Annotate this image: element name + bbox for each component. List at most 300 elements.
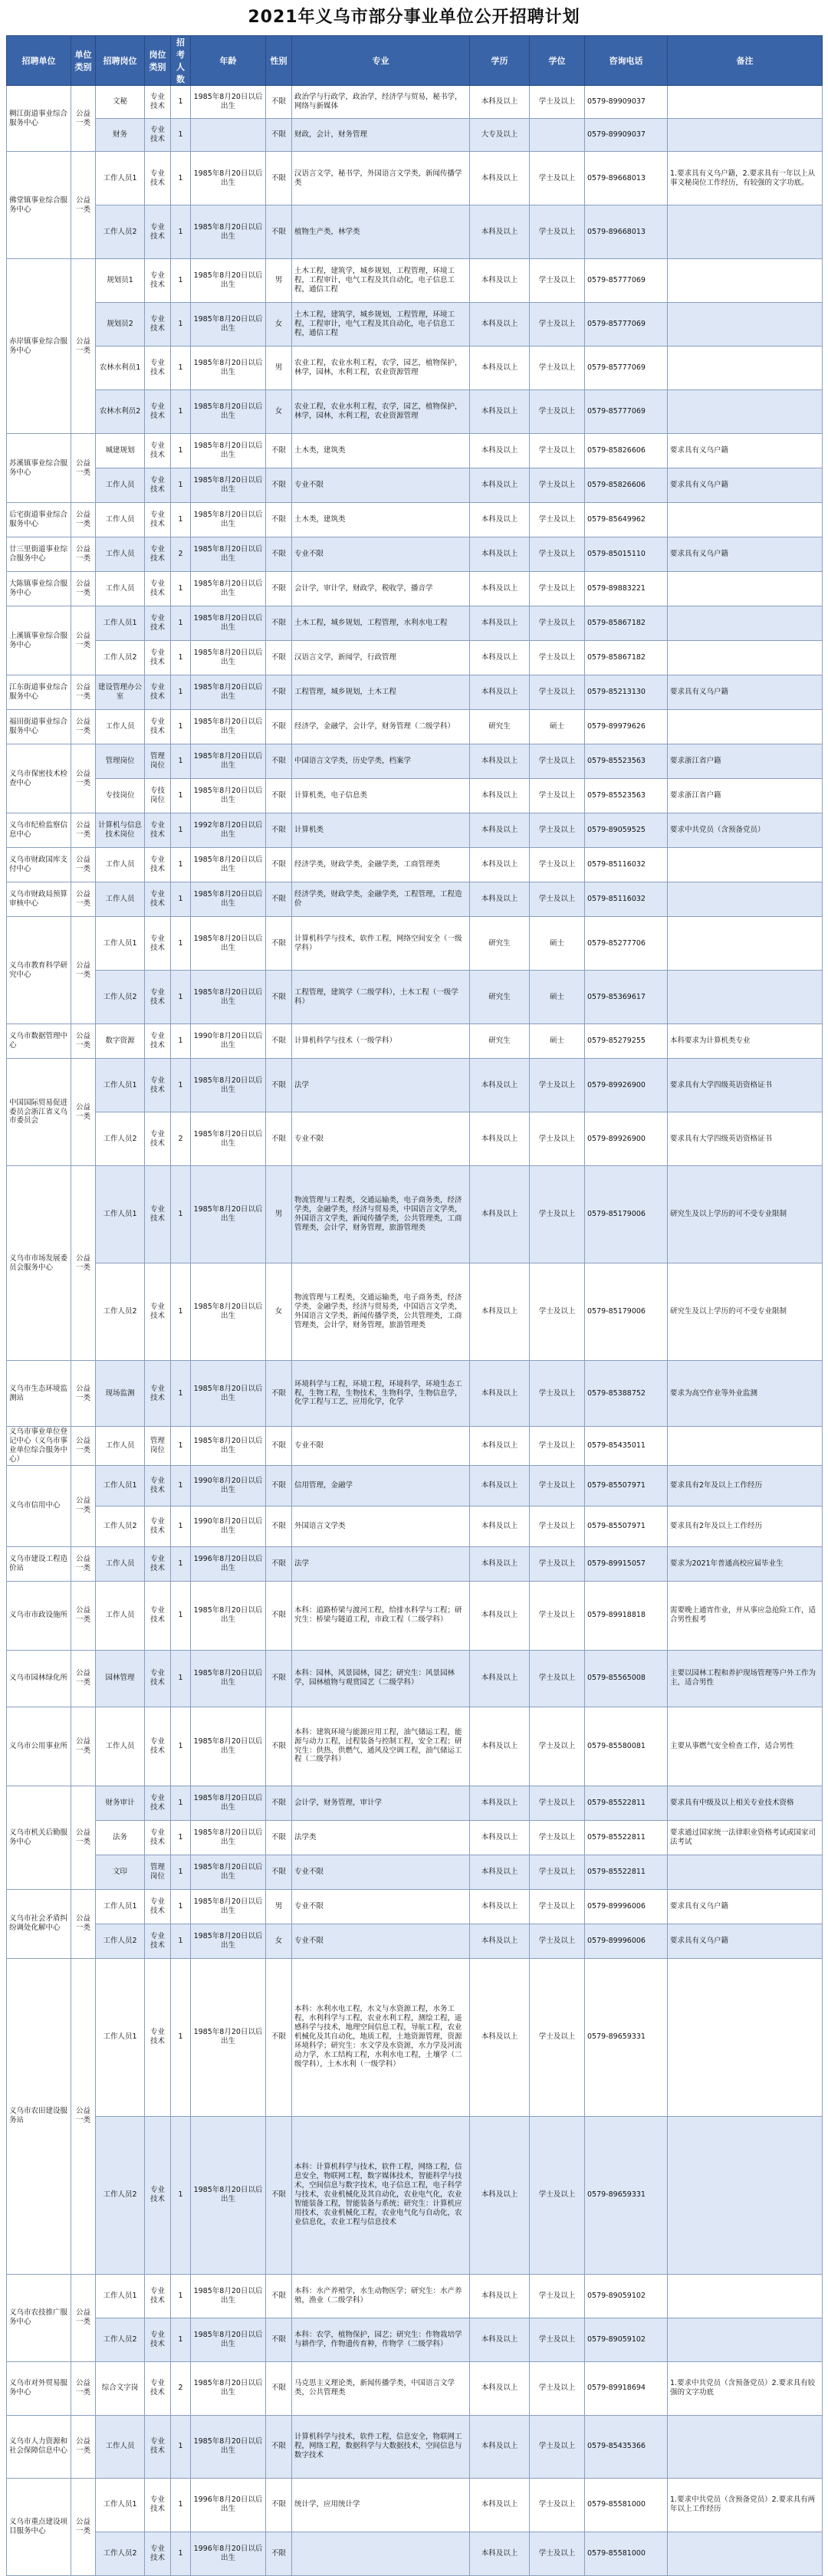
sex-cell: 不限 (266, 1024, 292, 1059)
pos-cell: 工作人员1 (96, 1889, 145, 1924)
phone-cell: 0579-85777069 (585, 259, 668, 303)
pos-cell: 工作人员1 (96, 2478, 145, 2532)
num-cell: 1 (171, 1506, 191, 1546)
category-cell: 公益一类 (71, 1581, 96, 1650)
num-cell: 1 (171, 347, 191, 390)
phone-cell: 0579-89059102 (585, 2318, 668, 2361)
phone-cell: 0579-85015110 (585, 537, 668, 572)
edu-cell: 本科及以上 (470, 2478, 530, 2532)
sex-cell: 不限 (266, 434, 292, 468)
category-cell: 公益一类 (71, 675, 96, 710)
phone-cell: 0579-85116032 (585, 848, 668, 882)
age-cell: 1985年8月20日以后出生 (191, 537, 266, 572)
remark-cell: 要求具有义乌户籍 (668, 537, 823, 572)
pos-cell: 工作人员2 (96, 1506, 145, 1546)
ptype-cell: 专业技术 (145, 2415, 171, 2478)
unit-cell: 福田街道事业综合服务中心 (7, 710, 71, 744)
deg-cell: 学士及以上 (530, 2274, 585, 2318)
ptype-cell: 专业技术 (145, 1889, 171, 1924)
age-cell: 1985年8月20日以后出生 (191, 1650, 266, 1707)
remark-cell (668, 1427, 823, 1466)
ptype-cell: 专业技术 (145, 347, 171, 390)
num-cell: 1 (171, 1786, 191, 1820)
table-row (7, 205, 823, 259)
remark-cell (668, 2116, 823, 2274)
pos-cell: 城建规划 (96, 434, 145, 468)
major-cell: 计算机科学与技术，软件工程，信息安全，物联网工程，网络工程，数据科学与大数据技术，空间信息与数字技术 (292, 2415, 470, 2478)
age-cell: 1985年8月20日以后出生 (191, 1924, 266, 1958)
edu-cell: 本科及以上 (470, 641, 530, 675)
ptype-cell: 专业技术 (145, 390, 171, 434)
ptype-cell: 专业技术 (145, 303, 171, 347)
phone-cell: 0579-89996006 (585, 1924, 668, 1958)
table-row (7, 971, 823, 1024)
header-cell: 备注 (668, 36, 823, 86)
deg-cell: 学士及以上 (530, 303, 585, 347)
phone-cell: 0579-89915057 (585, 1546, 668, 1581)
sex-cell: 不限 (266, 779, 292, 813)
deg-cell: 学士及以上 (530, 152, 585, 205)
remark-cell (668, 119, 823, 152)
deg-cell: 学士及以上 (530, 572, 585, 606)
deg-cell: 硕士 (530, 917, 585, 971)
sex-cell: 不限 (266, 813, 292, 848)
major-cell: 专业不限 (292, 1112, 470, 1166)
remark-cell: 要求具有大学四级英语资格证书 (668, 1112, 823, 1166)
edu-cell: 本科及以上 (470, 1650, 530, 1707)
num-cell: 1 (171, 917, 191, 971)
table-row (7, 2318, 823, 2361)
header-cell: 性别 (266, 36, 292, 86)
edu-cell: 本科及以上 (470, 606, 530, 641)
edu-cell: 本科及以上 (470, 1958, 530, 2116)
ptype-cell: 专业技术 (145, 1059, 171, 1112)
unit-cell: 义乌市农技推广服务中心 (7, 2274, 71, 2361)
remark-cell: 要求浙江省户籍 (668, 744, 823, 779)
pos-cell: 法务 (96, 1820, 145, 1855)
major-cell: 专业不限 (292, 1427, 470, 1466)
ptype-cell: 专业技术 (145, 2532, 171, 2575)
major-cell: 本科：水利水电工程，水文与水资源工程，水务工程，水利科学与工程，农业水利工程，测绘工程，遥感科学与技术，地理空间信息工程，导航工程，农业机械化及其自动化，地质工程，土地资源管理，资源环境科学；研究生：水文学及水资源，水力学及河流动力学，水工结构工程，水利水电工程，土壤学（二级学科），土木水利（一级学科） (292, 1958, 470, 2116)
category-cell: 公益一类 (71, 710, 96, 744)
deg-cell: 学士及以上 (530, 1786, 585, 1820)
edu-cell: 本科及以上 (470, 503, 530, 537)
num-cell: 1 (171, 2478, 191, 2532)
unit-cell: 大陈镇事业综合服务中心 (7, 572, 71, 606)
header-cell: 岗位类别 (145, 36, 171, 86)
header-cell: 招考人数 (171, 36, 191, 86)
edu-cell: 本科及以上 (470, 1059, 530, 1112)
num-cell: 1 (171, 1924, 191, 1958)
category-cell: 公益一类 (71, 1024, 96, 1059)
major-cell: 本科：水产养殖学，水生动物医学；研究生：水产养殖，渔业（二级学科） (292, 2274, 470, 2318)
age-cell: 1996年8月20日以后出生 (191, 1546, 266, 1581)
pos-cell: 财务 (96, 119, 145, 152)
major-cell: 会计学，审计学，财政学，税收学，播音学 (292, 572, 470, 606)
pos-cell: 数字资源 (96, 1024, 145, 1059)
ptype-cell: 专业技术 (145, 503, 171, 537)
header-cell: 学历 (470, 36, 530, 86)
table-row (7, 2478, 823, 2532)
major-cell: 汉语言文学，秘书学，外国语言文学类，新闻传播学类 (292, 152, 470, 205)
edu-cell: 本科及以上 (470, 1855, 530, 1889)
deg-cell: 学士及以上 (530, 1820, 585, 1855)
pos-cell: 工作人员 (96, 710, 145, 744)
ptype-cell: 专业技术 (145, 1465, 171, 1506)
unit-cell: 后宅街道事业综合服务中心 (7, 503, 71, 537)
unit-cell: 义乌市事业单位登记中心（义乌市事业单位综合服务中心） (7, 1427, 71, 1466)
sex-cell: 男 (266, 259, 292, 303)
table-row (7, 1059, 823, 1112)
header-cell: 专业 (292, 36, 470, 86)
sex-cell: 不限 (266, 468, 292, 503)
deg-cell: 学士及以上 (530, 503, 585, 537)
category-cell: 公益一类 (71, 744, 96, 813)
num-cell: 1 (171, 468, 191, 503)
pos-cell: 工作人员1 (96, 917, 145, 971)
major-cell: 信用管理，金融学 (292, 1465, 470, 1506)
deg-cell: 学士及以上 (530, 1166, 585, 1263)
age-cell: 1990年8月20日以后出生 (191, 1506, 266, 1546)
age-cell: 1985年8月20日以后出生 (191, 971, 266, 1024)
sex-cell: 不限 (266, 1650, 292, 1707)
major-cell: 环境科学与工程，环境工程，环境科学，环境生态工程，生物工程，生物技术，生物科学，生物信息学，化学工程与工艺，应用化学，化学 (292, 1361, 470, 1427)
num-cell: 1 (171, 1889, 191, 1924)
table-row (7, 1166, 823, 1263)
num-cell: 1 (171, 971, 191, 1024)
pos-cell: 工作人员1 (96, 1465, 145, 1506)
table-row (7, 86, 823, 119)
deg-cell: 学士及以上 (530, 468, 585, 503)
deg-cell: 学士及以上 (530, 1506, 585, 1546)
remark-cell: 要求浙江省户籍 (668, 779, 823, 813)
major-cell: 会计学，财务管理，审计学 (292, 1786, 470, 1820)
table-row (7, 1650, 823, 1707)
table-row (7, 259, 823, 303)
sex-cell: 不限 (266, 1707, 292, 1786)
sex-cell: 不限 (266, 744, 292, 779)
sex-cell: 不限 (266, 152, 292, 205)
unit-cell: 稠江街道事业综合服务中心 (7, 86, 71, 152)
pos-cell: 园林管理 (96, 1650, 145, 1707)
phone-cell: 0579-85777069 (585, 303, 668, 347)
table-body (7, 86, 823, 2576)
sex-cell: 不限 (266, 2116, 292, 2274)
sex-cell: 不限 (266, 1059, 292, 1112)
sex-cell: 不限 (266, 2361, 292, 2415)
phone-cell: 0579-85649962 (585, 503, 668, 537)
table-row (7, 2274, 823, 2318)
sex-cell: 不限 (266, 1958, 292, 2116)
pos-cell: 工作人员2 (96, 2116, 145, 2274)
deg-cell: 学士及以上 (530, 2415, 585, 2478)
phone-cell: 0579-85179006 (585, 1166, 668, 1263)
table-row (7, 882, 823, 917)
header-cell: 招聘岗位 (96, 36, 145, 86)
remark-cell: 研究生及以上学历的可不受专业限制 (668, 1263, 823, 1361)
ptype-cell: 专业技术 (145, 1546, 171, 1581)
remark-cell (668, 303, 823, 347)
ptype-cell: 专业技术 (145, 468, 171, 503)
category-cell: 公益一类 (71, 2361, 96, 2415)
edu-cell: 本科及以上 (470, 537, 530, 572)
remark-cell (668, 917, 823, 971)
pos-cell: 管理岗位 (96, 744, 145, 779)
edu-cell: 本科及以上 (470, 152, 530, 205)
deg-cell: 硕士 (530, 971, 585, 1024)
major-cell: 本科：园林，风景园林，园艺；研究生：风景园林学，园林植物与观赏园艺（二级学科） (292, 1650, 470, 1707)
pos-cell: 综合文字岗 (96, 2361, 145, 2415)
edu-cell: 本科及以上 (470, 390, 530, 434)
phone-cell: 0579-85826606 (585, 468, 668, 503)
deg-cell: 学士及以上 (530, 537, 585, 572)
edu-cell: 本科及以上 (470, 468, 530, 503)
deg-cell: 学士及以上 (530, 1855, 585, 1889)
ptype-cell: 专业技术 (145, 1361, 171, 1427)
deg-cell: 学士及以上 (530, 779, 585, 813)
deg-cell: 硕士 (530, 710, 585, 744)
age-cell: 1985年8月20日以后出生 (191, 606, 266, 641)
major-cell: 汉语言文学，新闻学，行政管理 (292, 641, 470, 675)
unit-cell: 义乌市机关后勤服务中心 (7, 1786, 71, 1889)
major-cell: 本科：建筑环境与能源应用工程，油气储运工程，能源与动力工程，过程装备与控制工程，安全工程；研究生：供热、供燃气、通风及空调工程，油气储运工程（二级学科） (292, 1707, 470, 1786)
age-cell: 1985年8月20日以后出生 (191, 1786, 266, 1820)
sex-cell: 不限 (266, 572, 292, 606)
category-cell: 公益一类 (71, 572, 96, 606)
sex-cell: 女 (266, 1263, 292, 1361)
ptype-cell: 专业技术 (145, 119, 171, 152)
table-row (7, 119, 823, 152)
edu-cell: 研究生 (470, 1024, 530, 1059)
num-cell: 1 (171, 119, 191, 152)
remark-cell: 要求具有中级及以上相关专业技术资格 (668, 1786, 823, 1820)
pos-cell: 财务审计 (96, 1786, 145, 1820)
num-cell: 1 (171, 1650, 191, 1707)
age-cell: 1985年8月20日以后出生 (191, 1059, 266, 1112)
age-cell: 1985年8月20日以后出生 (191, 1361, 266, 1427)
major-cell: 土木工程，城乡规划，工程管理，水利水电工程 (292, 606, 470, 641)
sex-cell: 不限 (266, 2318, 292, 2361)
major-cell: 计算机类，电子信息类 (292, 779, 470, 813)
deg-cell (530, 119, 585, 152)
edu-cell: 本科及以上 (470, 882, 530, 917)
num-cell: 1 (171, 848, 191, 882)
edu-cell: 本科及以上 (470, 434, 530, 468)
ptype-cell: 专业技术 (145, 86, 171, 119)
ptype-cell: 专业技术 (145, 205, 171, 259)
sex-cell: 不限 (266, 675, 292, 710)
major-cell: 土木工程，建筑学，城乡规划，工程管理，环境工程，工程审计，电气工程及其自动化，电子信息工程，通信工程 (292, 303, 470, 347)
edu-cell: 本科及以上 (470, 1166, 530, 1263)
table-row (7, 1581, 823, 1650)
ptype-cell: 专技岗位 (145, 779, 171, 813)
deg-cell: 学士及以上 (530, 2478, 585, 2532)
major-cell: 法学 (292, 1546, 470, 1581)
major-cell: 经济学类，财政学类，金融学类，工商管理类 (292, 848, 470, 882)
sex-cell: 男 (266, 1166, 292, 1263)
num-cell: 1 (171, 1166, 191, 1263)
ptype-cell: 专业技术 (145, 1707, 171, 1786)
remark-cell (668, 572, 823, 606)
ptype-cell: 专业技术 (145, 1024, 171, 1059)
table-row (7, 848, 823, 882)
unit-cell: 江东街道事业综合服务中心 (7, 675, 71, 710)
ptype-cell: 专业技术 (145, 882, 171, 917)
edu-cell: 本科及以上 (470, 2532, 530, 2575)
edu-cell: 本科及以上 (470, 779, 530, 813)
ptype-cell: 专业技术 (145, 1958, 171, 2116)
unit-cell: 义乌市保密技术检查中心 (7, 744, 71, 813)
sex-cell: 男 (266, 347, 292, 390)
pos-cell: 农林水利员2 (96, 390, 145, 434)
category-cell: 公益一类 (71, 1889, 96, 1958)
edu-cell: 本科及以上 (470, 848, 530, 882)
deg-cell: 学士及以上 (530, 1263, 585, 1361)
deg-cell: 学士及以上 (530, 347, 585, 390)
major-cell: 本科：农学，植物保护，园艺；研究生：作物栽培学与耕作学，作物遗传育种，作物学（二级学科） (292, 2318, 470, 2361)
pos-cell: 工作人员 (96, 1581, 145, 1650)
num-cell: 1 (171, 1707, 191, 1786)
num-cell: 2 (171, 1112, 191, 1166)
remark-cell (668, 259, 823, 303)
age-cell: 1985年8月20日以后出生 (191, 1581, 266, 1650)
sex-cell: 不限 (266, 1786, 292, 1820)
edu-cell: 本科及以上 (470, 1465, 530, 1506)
phone-cell: 0579-85435011 (585, 1427, 668, 1466)
ptype-cell: 管理岗位 (145, 1427, 171, 1466)
remark-cell: 要求具有义乌户籍 (668, 675, 823, 710)
edu-cell: 研究生 (470, 971, 530, 1024)
table-row (7, 1361, 823, 1427)
age-cell: 1985年8月20日以后出生 (191, 710, 266, 744)
major-cell: 计算机科学与技术（一级学科） (292, 1024, 470, 1059)
major-cell: 专业不限 (292, 468, 470, 503)
pos-cell: 工作人员1 (96, 1166, 145, 1263)
deg-cell: 学士及以上 (530, 1059, 585, 1112)
edu-cell: 本科及以上 (470, 1889, 530, 1924)
sex-cell: 不限 (266, 537, 292, 572)
num-cell: 1 (171, 434, 191, 468)
ptype-cell: 专业技术 (145, 1820, 171, 1855)
deg-cell: 学士及以上 (530, 1112, 585, 1166)
ptype-cell: 专业技术 (145, 1581, 171, 1650)
major-cell: 土木工程，建筑学，城乡规划，工程管理，环境工程，工程审计，电气工程及其自动化，电子信息工程，通信工程 (292, 259, 470, 303)
age-cell: 1985年8月20日以后出生 (191, 2415, 266, 2478)
num-cell: 1 (171, 2532, 191, 2575)
major-cell: 财政，会计，财务管理 (292, 119, 470, 152)
pos-cell: 工作人员2 (96, 2532, 145, 2575)
pos-cell: 现场监测 (96, 1361, 145, 1427)
major-cell: 土木类，建筑类 (292, 434, 470, 468)
age-cell: 1990年8月20日以后出生 (191, 1024, 266, 1059)
num-cell: 1 (171, 641, 191, 675)
pos-cell: 工作人员2 (96, 1112, 145, 1166)
major-cell: 经济学，金融学，会计学，财务管理（二级学科） (292, 710, 470, 744)
age-cell: 1985年8月20日以后出生 (191, 572, 266, 606)
num-cell: 1 (171, 86, 191, 119)
edu-cell: 本科及以上 (470, 1506, 530, 1546)
num-cell: 1 (171, 882, 191, 917)
remark-cell (668, 1855, 823, 1889)
num-cell: 1 (171, 813, 191, 848)
table-row (7, 813, 823, 848)
category-cell: 公益一类 (71, 1546, 96, 1581)
table-row (7, 347, 823, 390)
category-cell: 公益一类 (71, 917, 96, 1024)
page-title: 2021年义乌市部分事业单位公开招聘计划 (248, 8, 580, 27)
edu-cell: 本科及以上 (470, 1820, 530, 1855)
unit-cell: 义乌市教育科学研究中心 (7, 917, 71, 1024)
unit-cell: 赤岸镇事业综合服务中心 (7, 259, 71, 434)
unit-cell: 义乌市信用中心 (7, 1465, 71, 1546)
unit-cell: 义乌市建设工程造价站 (7, 1546, 71, 1581)
phone-cell: 0579-85388752 (585, 1361, 668, 1427)
age-cell: 1985年8月20日以后出生 (191, 259, 266, 303)
phone-cell: 0579-89668013 (585, 205, 668, 259)
phone-cell: 0579-89668013 (585, 152, 668, 205)
age-cell: 1985年8月20日以后出生 (191, 1166, 266, 1263)
category-cell: 公益一类 (71, 813, 96, 848)
sex-cell: 女 (266, 1924, 292, 1958)
ptype-cell: 管理岗位 (145, 1855, 171, 1889)
pos-cell: 工作人员1 (96, 152, 145, 205)
unit-cell: 义乌市数据管理中心 (7, 1024, 71, 1059)
num-cell: 1 (171, 1361, 191, 1427)
edu-cell: 本科及以上 (470, 1924, 530, 1958)
age-cell: 1985年8月20日以后出生 (191, 503, 266, 537)
sex-cell: 不限 (266, 882, 292, 917)
table-row (7, 503, 823, 537)
phone-cell: 0579-85369617 (585, 971, 668, 1024)
age-cell: 1985年8月20日以后出生 (191, 779, 266, 813)
pos-cell: 文秘 (96, 86, 145, 119)
remark-cell: 1.要求具有义乌户籍，2.要求具有一年以上从事文秘岗位工作经历，有较强的文字功底。 (668, 152, 823, 205)
num-cell: 1 (171, 1024, 191, 1059)
phone-cell: 0579-85523563 (585, 779, 668, 813)
table-row (7, 390, 823, 434)
phone-cell: 0579-89918818 (585, 1581, 668, 1650)
major-cell: 工程管理，建筑学（二级学科），土木工程（一级学科） (292, 971, 470, 1024)
ptype-cell: 专业技术 (145, 1650, 171, 1707)
pos-cell: 建设管理办公室 (96, 675, 145, 710)
pos-cell: 工作人员2 (96, 205, 145, 259)
edu-cell: 本科及以上 (470, 744, 530, 779)
table-row (7, 1889, 823, 1924)
pos-cell: 农林水利员1 (96, 347, 145, 390)
table-row (7, 1465, 823, 1506)
table-row (7, 1958, 823, 2116)
major-cell: 专业不限 (292, 537, 470, 572)
category-cell: 公益一类 (71, 1361, 96, 1427)
sex-cell: 男 (266, 1889, 292, 1924)
phone-cell: 0579-89059102 (585, 2274, 668, 2318)
pos-cell: 工作人员 (96, 572, 145, 606)
table-row (7, 1112, 823, 1166)
edu-cell: 本科及以上 (470, 1707, 530, 1786)
phone-cell: 0579-85522811 (585, 1786, 668, 1820)
num-cell: 1 (171, 572, 191, 606)
age-cell: 1985年8月20日以后出生 (191, 1707, 266, 1786)
ptype-cell: 专业技术 (145, 1263, 171, 1361)
remark-cell: 1.要求中共党员（含预备党员）2.要求具有两年以上工作经历 (668, 2478, 823, 2532)
remark-cell: 要求通过国家统一法律职业资格考试或国家司法考试 (668, 1820, 823, 1855)
category-cell: 公益一类 (71, 1465, 96, 1546)
num-cell: 1 (171, 152, 191, 205)
major-cell: 土木类，建筑类 (292, 503, 470, 537)
remark-cell: 要求具有义乌户籍 (668, 468, 823, 503)
header-cell: 招聘单位 (7, 36, 71, 86)
unit-cell: 义乌市农田建设服务站 (7, 1958, 71, 2274)
